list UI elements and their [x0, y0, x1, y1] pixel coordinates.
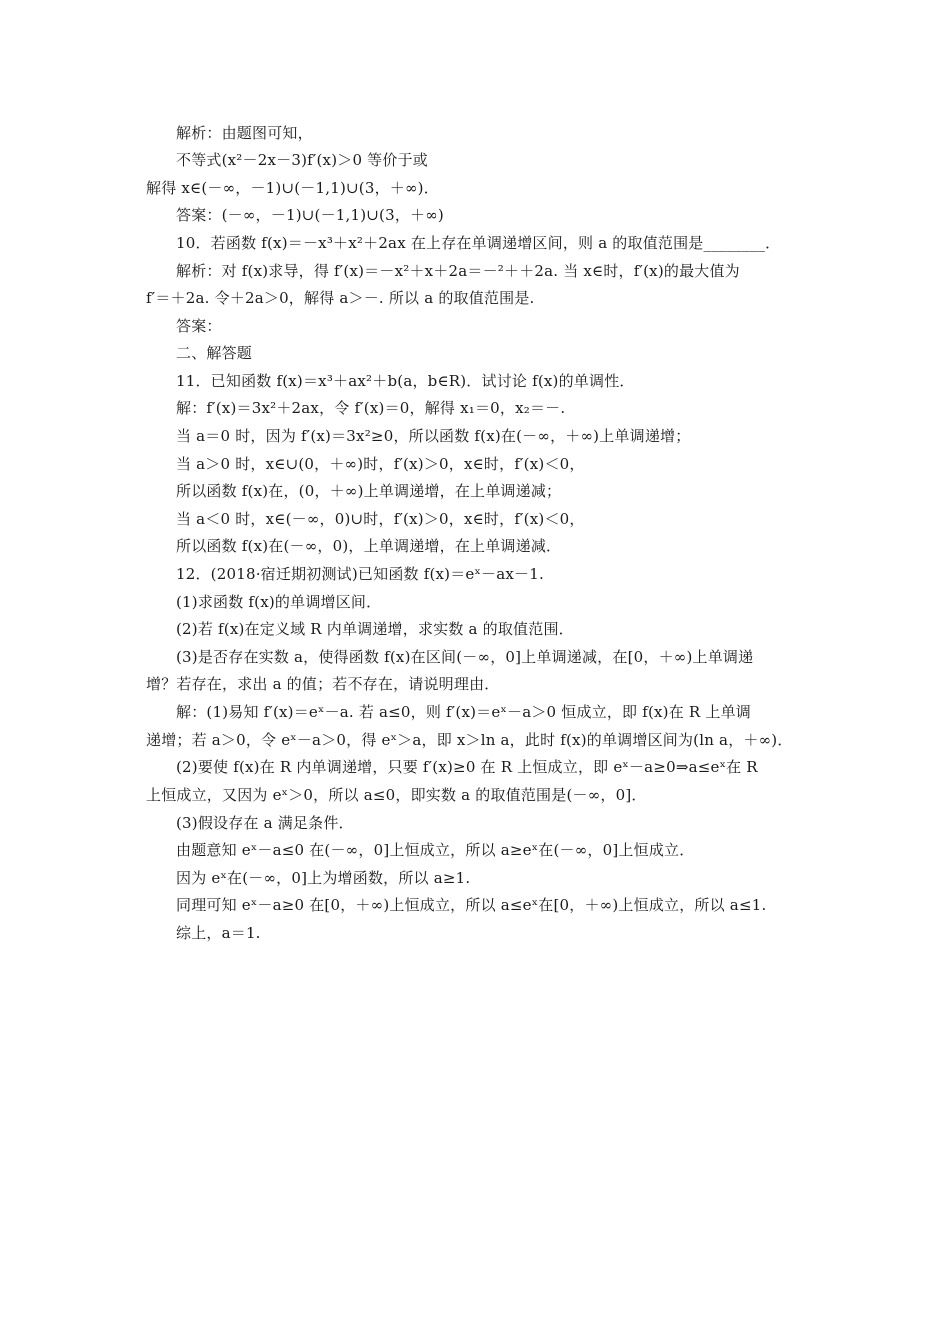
line-text: 解析：由题图可知，	[176, 124, 313, 142]
text-line	[0, 147, 950, 173]
text-line	[0, 589, 950, 615]
line-text: (1)求函数 f(x)的单调增区间．	[176, 593, 382, 611]
text-line	[0, 533, 950, 559]
text-line	[0, 395, 950, 421]
text-line	[0, 671, 950, 697]
text-line	[0, 506, 950, 532]
text-line	[0, 644, 950, 670]
line-text: 当 a＞0 时，x∈∪(0，＋∞)时，f′(x)＞0，x∈时，f′(x)＜0，	[176, 455, 585, 473]
line-text: 由题意知 eˣ－a≤0 在(－∞，0]上恒成立，所以 a≥eˣ在(－∞，0]上恒成立．	[176, 841, 695, 859]
line-text: 当 a＝0 时，因为 f′(x)＝3x²≥0，所以函数 f(x)在(－∞，＋∞)上单调递增；	[176, 427, 691, 445]
line-text: 同理可知 eˣ－a≥0 在[0，＋∞)上恒成立，所以 a≤eˣ在[0，＋∞)上恒成立，所以 a≤1.	[176, 896, 767, 914]
line-text: 不等式(x²－2x－3)f′(x)＞0 等价于或	[176, 151, 428, 169]
text-line	[0, 699, 950, 725]
line-text: 10．若函数 f(x)＝－x³＋x²＋2ax 在上存在单调递增区间，则 a 的取值范围是________．	[176, 234, 781, 252]
line-text: 11．已知函数 f(x)＝x³＋ax²＋b(a，b∈R)．试讨论 f(x)的单调性．	[176, 372, 635, 390]
line-text: 解得 x∈(－∞，－1)∪(－1,1)∪(3，＋∞)．	[146, 179, 439, 197]
text-line	[0, 754, 950, 780]
text-line	[0, 616, 950, 642]
line-text: 二、解答题	[176, 344, 253, 362]
line-text: 解析：对 f(x)求导，得 f′(x)＝－x²＋x＋2a＝－²＋＋2a. 当 x∈时，f′(x)的最大值为	[176, 262, 740, 280]
text-line	[0, 285, 950, 311]
line-text: 答案：	[176, 317, 222, 335]
line-text: 答案：(－∞，－1)∪(－1,1)∪(3，＋∞)	[176, 206, 444, 224]
line-text: (2)要使 f(x)在 R 内单调递增，只要 f′(x)≥0 在 R 上恒成立，即 eˣ－a≥0⇒a≤eˣ在 R	[176, 758, 758, 776]
text-line	[0, 368, 950, 394]
text-line	[0, 810, 950, 836]
text-line	[0, 727, 950, 753]
line-text: 综上，a＝1.	[176, 924, 261, 942]
line-text: 解：f′(x)＝3x²＋2ax，令 f′(x)＝0，解得 x₁＝0，x₂＝－.	[176, 399, 566, 417]
text-line	[0, 258, 950, 284]
line-text: 因为 eˣ在(－∞，0]上为增函数，所以 a≥1.	[176, 869, 471, 887]
line-text: f′＝＋2a. 令＋2a＞0，解得 a＞－. 所以 a 的取值范围是.	[146, 289, 535, 307]
line-text: (3)是否存在实数 a，使得函数 f(x)在区间(－∞，0]上单调递减，在[0，＋∞)上单调递	[176, 648, 754, 666]
line-text: 当 a＜0 时，x∈(－∞，0)∪时，f′(x)＞0，x∈时，f′(x)＜0，	[176, 510, 585, 528]
text-line	[0, 423, 950, 449]
line-text: (2)若 f(x)在定义域 R 内单调递增，求实数 a 的取值范围．	[176, 620, 574, 638]
line-text: 解：(1)易知 f′(x)＝eˣ－a. 若 a≤0，则 f′(x)＝eˣ－a＞0 恒成立，即 f(x)在 R 上单调	[176, 703, 751, 721]
text-line	[0, 313, 950, 339]
text-line	[0, 175, 950, 201]
line-text: 增？若存在，求出 a 的值；若不存在，请说明理由．	[146, 675, 500, 693]
text-line	[0, 202, 950, 228]
text-line	[0, 865, 950, 891]
line-text: 所以函数 f(x)在(－∞，0)，上单调递增，在上单调递减．	[176, 537, 562, 555]
line-text: 所以函数 f(x)在，(0，＋∞)上单调递增，在上单调递减；	[176, 482, 562, 500]
line-text: 上恒成立，又因为 eˣ＞0，所以 a≤0，即实数 a 的取值范围是(－∞，0]．	[146, 786, 647, 804]
line-text: 12．(2018·宿迁期初测试)已知函数 f(x)＝eˣ－ax－1.	[176, 565, 544, 583]
text-line	[0, 920, 950, 946]
text-line	[0, 451, 950, 477]
text-line	[0, 478, 950, 504]
section-heading	[0, 340, 950, 366]
text-line	[0, 892, 950, 918]
line-text: (3)假设存在 a 满足条件．	[176, 814, 354, 832]
text-line	[0, 230, 950, 256]
text-line	[0, 782, 950, 808]
text-line	[0, 120, 950, 146]
text-line	[0, 561, 950, 587]
line-text: 递增；若 a＞0，令 eˣ－a＞0，得 eˣ＞a，即 x＞ln a，此时 f(x)的单调增区间为(ln a，＋∞)．	[146, 731, 793, 749]
text-line	[0, 837, 950, 863]
